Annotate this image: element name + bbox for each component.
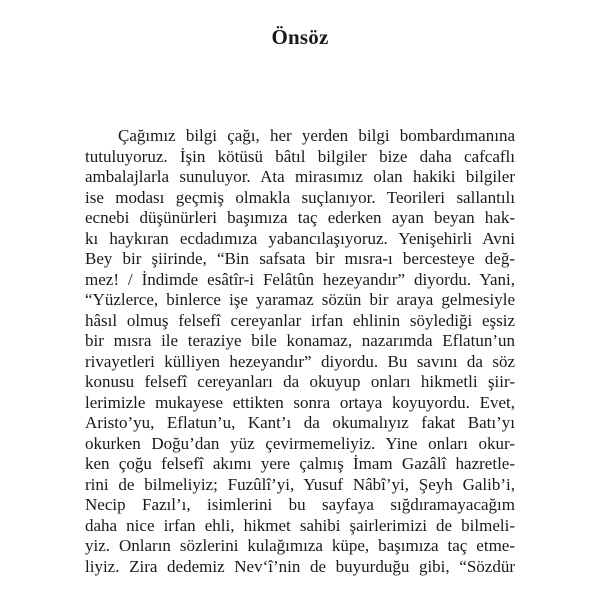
paragraph-line: konusu felsefî cereyanları da okuyup onları hikmetli şiir-: [85, 372, 515, 391]
paragraph-line: tutuluyoruz. İşin kötüsü bâtıl bilgiler bize daha cafcaflı: [85, 146, 515, 166]
paragraph-line: liyiz. Zira dedemiz Nev‘î’nin de buyurduğu gibi, “Sözdür: [85, 556, 515, 576]
paragraph-line: bir mısra ile teraziye bile konamaz, nazarımda Eflatun’un: [85, 331, 515, 350]
paragraph-line: ken çoğu felsefî akımı yere çalmış İmam Gazâlî hazretle-: [85, 454, 515, 473]
paragraph-line: yiz. Onların sözlerini kulağımıza küpe, başımıza taç etme-: [85, 536, 515, 555]
paragraph-line: Aristo’yu, Eflatun’u, Kant’ı da okumalıyız fakat Batı’yı: [85, 413, 515, 432]
paragraph-line: mez! / İndimde esâtîr-i Felâtûn hezeyandır” diyordu. Yani,: [85, 269, 515, 289]
paragraph-line: “Yüzlerce, binlerce işe yaramaz sözün bir araya gelmesiyle: [85, 290, 515, 309]
paragraph-line: daha nice irfan ehli, hikmet sahibi şairlerimizi de bilmeli-: [85, 515, 515, 535]
paragraph-line: rivayetleri külliyen hezeyandır” diyordu. Bu savını da söz: [85, 351, 515, 371]
paragraph-line: Bey bir şiirinde, “Bin safsata bir mısra-ı bercesteye değ-: [85, 249, 515, 268]
page-title: Önsöz: [271, 25, 329, 49]
paragraph-line: ise modası geçmiş olmakla suçlanıyor. Teorileri sallantılı: [85, 187, 515, 207]
paragraph-line: hâsıl olmuş felsefî cereyanlar irfan ehlinin söylediği eşsiz: [85, 310, 515, 330]
preface-paragraph: [85, 126, 515, 577]
paragraph-line: rini de bilmeliyiz; Fuzûlî’yi, Yusuf Nâbî’yi, Şeyh Galib’i,: [85, 474, 515, 494]
paragraph-line: lerimizle mukayese ettikten sonra ortaya koyuyordu. Evet,: [85, 392, 515, 412]
paragraph-line: okurken Doğu’dan yüz çevirmemeliyiz. Yine onları okur-: [85, 433, 515, 453]
paragraph-line: Necip Fazıl’ı, isimlerini bu sayfaya sığdıramayacağım: [85, 495, 515, 514]
paragraph-line: kı haykıran ecdadımıza yabancılaşıyoruz. Yenişehirli Avni: [85, 228, 515, 248]
paragraph-line: Çağımız bilgi çağı, her yerden bilgi bombardımanına: [118, 126, 515, 145]
paragraph-line: ecnebi düşünürleri başımıza taç ederken ayan beyan hak-: [85, 208, 515, 227]
paragraph-line: ambalajlarla sunuluyor. Ata mirasımız olan hakiki bilgiler: [85, 167, 515, 186]
